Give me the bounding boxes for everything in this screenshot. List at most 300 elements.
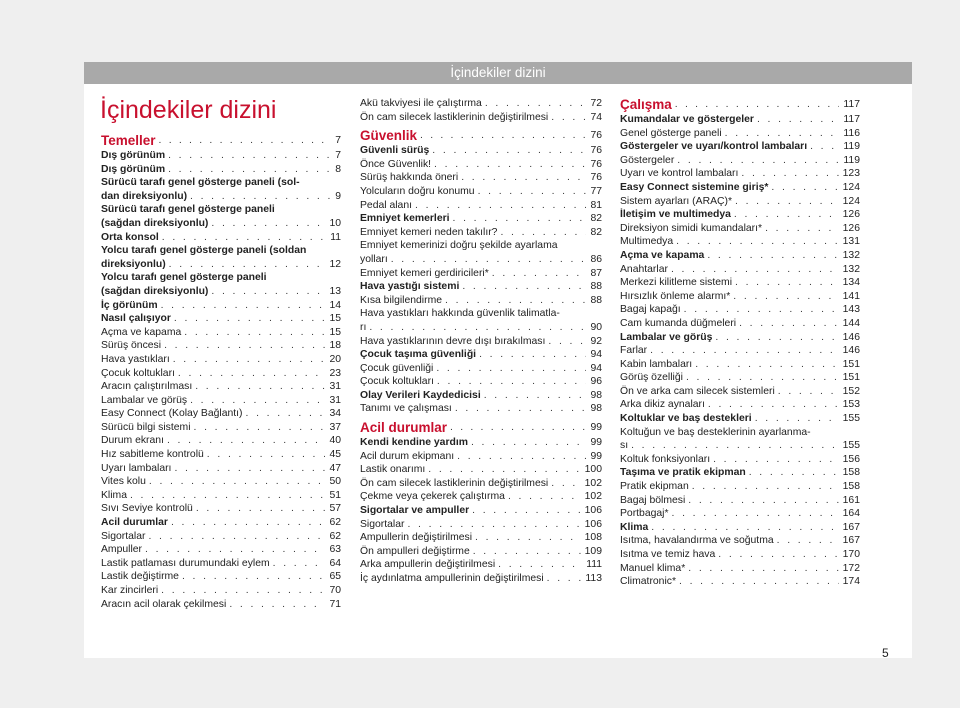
- toc-entry[interactable]: [360, 267, 602, 281]
- dot-leader: [450, 212, 587, 226]
- toc-entry-label: Klima: [101, 489, 127, 501]
- toc-entry-label: Çekme veya çekerek çalıştırma: [360, 491, 505, 503]
- dot-leader: [417, 128, 586, 143]
- dot-leader: [447, 420, 586, 435]
- toc-entry[interactable]: [101, 543, 341, 557]
- toc-entry[interactable]: [620, 385, 860, 399]
- toc-entry-label: Multimedya: [620, 236, 674, 248]
- toc-entry[interactable]: [360, 572, 602, 586]
- toc-entry[interactable]: [620, 562, 860, 576]
- toc-entry[interactable]: [360, 389, 602, 403]
- toc-entry[interactable]: [360, 171, 602, 185]
- toc-entry[interactable]: [620, 154, 860, 168]
- toc-entry-line: Koltuğun ve baş desteklerinin ayarlanma-: [620, 426, 811, 438]
- toc-entry-label: Hava yastığı sistemi: [360, 281, 460, 293]
- toc-entry[interactable]: [360, 362, 602, 376]
- toc-entry[interactable]: [101, 421, 341, 435]
- toc-entry[interactable]: [101, 407, 341, 421]
- toc-page-number: 102: [584, 477, 602, 489]
- toc-entry[interactable]: [101, 434, 341, 448]
- dot-leader: [388, 253, 587, 267]
- toc-entry-label: Merkezi kilitleme sistemi: [620, 277, 733, 289]
- toc-entry[interactable]: [620, 398, 860, 412]
- toc-entry[interactable]: [620, 548, 860, 562]
- toc-entry[interactable]: [101, 394, 341, 408]
- toc-entry[interactable]: [101, 502, 341, 516]
- toc-entry[interactable]: [360, 212, 602, 226]
- toc-entry-label: Hız sabitleme kontrolü: [101, 449, 204, 461]
- toc-page-number: 108: [584, 532, 602, 544]
- toc-page-number: 23: [329, 367, 341, 379]
- toc-entry[interactable]: [360, 253, 602, 267]
- dot-leader: [476, 348, 586, 362]
- toc-page-number: 98: [590, 389, 602, 401]
- toc-entry[interactable]: [620, 494, 860, 508]
- toc-page-number: 99: [590, 422, 602, 434]
- dot-leader: [648, 521, 838, 535]
- toc-page-number: 144: [842, 317, 860, 329]
- toc-page-number: 158: [842, 481, 860, 493]
- toc-entry-label: Çocuk taşıma güvenliği: [360, 349, 477, 361]
- dot-leader: [710, 453, 839, 467]
- toc-entry[interactable]: [620, 412, 860, 426]
- toc-entry[interactable]: [101, 448, 341, 462]
- toc-entry[interactable]: [620, 358, 860, 372]
- toc-entry[interactable]: [360, 450, 602, 464]
- toc-entry-label: Emniyet kemerleri: [360, 213, 450, 225]
- dot-leader: [452, 402, 587, 416]
- toc-page-number: 100: [584, 464, 602, 476]
- toc-entry[interactable]: [101, 217, 341, 231]
- dot-leader: [685, 494, 838, 508]
- toc-page-number: 18: [329, 340, 341, 352]
- toc-entry[interactable]: [620, 222, 860, 236]
- toc-entry-label: Anahtarlar: [620, 263, 668, 275]
- toc-entry[interactable]: [620, 575, 860, 589]
- dot-leader: [731, 208, 839, 222]
- toc-entry[interactable]: [360, 294, 602, 308]
- toc-page-number: 113: [585, 573, 602, 584]
- toc-entry-label: Kabin lambaları: [620, 358, 693, 370]
- toc-entry-label: Easy Connect sistemine giriş*: [620, 181, 769, 193]
- toc-entry[interactable]: [360, 375, 602, 389]
- toc-entry-label: Kısa bilgilendirme: [360, 294, 443, 306]
- toc-page-number: 76: [590, 172, 602, 184]
- toc-entry-label: Sıvı Seviye kontrolü: [101, 503, 193, 515]
- dot-leader: [674, 154, 839, 168]
- toc-entry-label: Sigortalar ve ampuller: [360, 505, 470, 517]
- toc-entry[interactable]: [620, 249, 860, 263]
- toc-entry-label: Durum ekranı: [101, 435, 164, 447]
- dot-leader: [434, 375, 587, 389]
- toc-entry[interactable]: [620, 195, 860, 209]
- toc-entry-label: Pratik ekipman: [620, 481, 689, 493]
- dot-leader: [712, 331, 838, 345]
- toc-entry[interactable]: [101, 353, 341, 367]
- toc-entry-label: Direksiyon simidi kumandaları*: [620, 222, 763, 234]
- dot-leader: [481, 389, 587, 403]
- toc-entry[interactable]: [360, 477, 602, 491]
- toc-entry[interactable]: [620, 480, 860, 494]
- toc-entry-label: Tanımı ve çalışması: [360, 403, 452, 415]
- dot-leader: [628, 439, 839, 453]
- toc-page-number: 10: [329, 217, 341, 229]
- dot-leader: [768, 181, 838, 195]
- dot-leader: [673, 235, 839, 249]
- toc-page-number: 15: [329, 326, 341, 338]
- toc-entry[interactable]: [101, 312, 341, 326]
- toc-entry[interactable]: [360, 558, 602, 572]
- toc-page-number: 63: [329, 544, 341, 556]
- toc-page-number: 172: [842, 562, 860, 574]
- toc-entry[interactable]: [360, 97, 602, 111]
- toc-entry-label: İletişim ve multimedya: [620, 209, 731, 221]
- toc-entry-label: Klima: [620, 521, 649, 533]
- toc-section-heading[interactable]: [620, 97, 860, 112]
- dot-leader: [548, 111, 586, 125]
- toc-entry[interactable]: [101, 516, 341, 530]
- dot-leader: [672, 97, 840, 112]
- toc-entry-label: (sağdan direksiyonlu): [101, 217, 209, 229]
- dot-leader: [142, 543, 325, 557]
- toc-entry[interactable]: [620, 127, 860, 141]
- toc-page-number: 99: [590, 437, 602, 449]
- dot-leader: [204, 448, 326, 462]
- toc-page-number: 152: [842, 385, 860, 397]
- dot-leader: [668, 263, 839, 277]
- toc-page-number: 155: [842, 413, 860, 425]
- toc-page-number: 11: [330, 231, 341, 243]
- toc-entry[interactable]: [620, 113, 860, 127]
- toc-entry-label: Görüş özelliği: [620, 372, 683, 384]
- dot-leader: [489, 267, 587, 281]
- toc-entry-label: Vites kolu: [101, 476, 146, 488]
- toc-entry-label: Orta konsol: [101, 231, 159, 243]
- toc-entry[interactable]: [101, 570, 341, 584]
- toc-entry[interactable]: [620, 276, 860, 290]
- toc-page-number: 117: [843, 99, 860, 110]
- toc-page-number: 86: [590, 253, 602, 265]
- toc-entry[interactable]: [360, 226, 602, 240]
- dot-leader: [468, 436, 586, 450]
- dot-leader: [732, 195, 839, 209]
- toc-page-number: 119: [843, 154, 860, 166]
- toc-entry-label: Sürüş hakkında öneri: [360, 172, 459, 184]
- toc-page-number: 50: [329, 476, 341, 488]
- toc-entry-label: Sistem ayarları (ARAÇ)*: [620, 195, 733, 207]
- toc-page-number: 62: [329, 517, 341, 529]
- toc-entry[interactable]: [101, 530, 341, 544]
- toc-page-number: 167: [842, 535, 860, 547]
- toc-entry[interactable]: [620, 439, 860, 453]
- toc-entry[interactable]: [360, 463, 602, 477]
- dot-leader: [164, 434, 325, 448]
- toc-entry[interactable]: [101, 557, 341, 571]
- dot-leader: [459, 280, 586, 294]
- toc-entry[interactable]: [101, 258, 341, 272]
- dot-leader: [544, 572, 582, 586]
- dot-leader: [497, 226, 586, 240]
- toc-page-number: 12: [329, 258, 341, 270]
- toc-page-number: 161: [842, 494, 860, 506]
- toc-page-number: 124: [842, 195, 860, 207]
- dot-leader: [171, 312, 326, 326]
- toc-entry[interactable]: [101, 462, 341, 476]
- toc-entry-label: Göstergeler: [620, 154, 675, 166]
- dot-leader: [692, 358, 838, 372]
- toc-entry[interactable]: [620, 371, 860, 385]
- toc-entry[interactable]: [360, 280, 602, 294]
- toc-entry-label: Bagaj kapağı: [620, 304, 681, 316]
- toc-entry-label: Arka dikiz aynaları: [620, 399, 705, 411]
- toc-entry-line: Hava yastıkları hakkında güvenlik talimatla-: [360, 308, 560, 320]
- toc-entry[interactable]: [101, 326, 341, 340]
- toc-page-number: 155: [842, 440, 860, 452]
- toc-entry[interactable]: [360, 144, 602, 158]
- dot-leader: [685, 562, 838, 576]
- toc-entry-label: Bagaj bölmesi: [620, 494, 686, 506]
- toc-entry[interactable]: [360, 402, 602, 416]
- toc-page-number: 77: [590, 185, 602, 197]
- dot-leader: [146, 475, 326, 489]
- toc-entry-label: Çalışma: [620, 97, 672, 112]
- toc-entry[interactable]: [620, 181, 860, 195]
- toc-section-heading[interactable]: [360, 128, 602, 143]
- toc-entry[interactable]: [360, 321, 602, 335]
- toc-entry-label: Ön ve arka cam silecek sistemleri: [620, 385, 775, 397]
- toc-entry[interactable]: [101, 163, 341, 177]
- toc-page-number: 167: [842, 521, 860, 533]
- toc-entry[interactable]: [620, 167, 860, 181]
- toc-entry-label: Çocuk koltukları: [360, 376, 434, 388]
- toc-entry-label: Sigortalar: [101, 530, 146, 542]
- toc-entry-label: Güvenli sürüş: [360, 145, 430, 157]
- toc-entry[interactable]: [101, 190, 341, 204]
- dot-leader: [442, 294, 586, 308]
- toc-entry[interactable]: [360, 335, 602, 349]
- toc-page-number: 82: [590, 213, 602, 225]
- toc-entry[interactable]: [620, 290, 860, 304]
- toc-entry-label: Ön cam silecek lastiklerinin değiştirilmesi: [360, 111, 549, 123]
- dot-leader: [431, 158, 586, 172]
- toc-entry-label: Sürüş öncesi: [101, 340, 162, 352]
- toc-page-number: 13: [329, 285, 341, 297]
- toc-page-number: 34: [329, 408, 341, 420]
- toc-page-number: 76: [590, 145, 602, 157]
- dot-leader: [187, 394, 325, 408]
- toc-entry-label: Easy Connect (Kolay Bağlantı): [101, 408, 243, 420]
- toc-page-number: 31: [329, 394, 341, 406]
- toc-entry-label: Emniyet kemeri gerdiricileri*: [360, 267, 489, 279]
- toc-entry-label: Acil durumlar: [360, 420, 448, 436]
- toc-entry-label: rı: [360, 321, 367, 333]
- dot-leader: [270, 557, 326, 571]
- toc-page-number: 123: [842, 168, 860, 180]
- dot-leader: [715, 548, 838, 562]
- toc-entry[interactable]: [620, 344, 860, 358]
- dot-leader: [681, 303, 839, 317]
- toc-page-number: 14: [329, 299, 341, 311]
- toc-entry-label: Hırsızlık önleme alarmı*: [620, 290, 731, 302]
- toc-entry-label: Ön cam silecek lastiklerinin değiştirilmesi: [360, 477, 549, 489]
- toc-entry[interactable]: [101, 231, 341, 245]
- toc-entry-label: Dış görünüm: [101, 163, 166, 175]
- dot-leader: [738, 167, 838, 181]
- toc-entry[interactable]: [360, 158, 602, 172]
- toc-entry[interactable]: [101, 339, 341, 353]
- toc-page-number: 146: [842, 331, 860, 343]
- toc-page-number: 88: [590, 281, 602, 293]
- toc-entry[interactable]: [360, 490, 602, 504]
- toc-page-number: 94: [590, 362, 602, 374]
- toc-entry-label: Isıtma ve temiz hava: [620, 549, 716, 560]
- toc-entry-label: Aracın çalıştırılması: [101, 381, 193, 393]
- toc-entry[interactable]: [620, 521, 860, 535]
- toc-entry-label: Açma ve kapama: [620, 249, 705, 261]
- toc-page-number: 111: [586, 559, 602, 571]
- dot-leader: [705, 398, 839, 412]
- toc-entry[interactable]: [360, 531, 602, 545]
- toc-entry[interactable]: [101, 299, 341, 313]
- dot-leader: [243, 407, 326, 421]
- dot-leader: [165, 163, 331, 177]
- toc-section-heading[interactable]: [101, 133, 341, 148]
- toc-entry-label: Akü takviyesi ile çalıştırma: [360, 98, 482, 109]
- toc-page-number: 76: [590, 130, 602, 142]
- dot-leader: [689, 480, 839, 494]
- toc-entry[interactable]: [620, 466, 860, 480]
- toc-page-number: 20: [329, 353, 341, 365]
- toc-entry[interactable]: [101, 380, 341, 394]
- toc-page-number: 57: [329, 503, 341, 515]
- toc-page-number: 164: [842, 508, 860, 520]
- toc-page-number: 40: [329, 435, 341, 447]
- toc-entry-label: Koltuk fonksiyonları: [620, 453, 711, 465]
- dot-leader: [366, 321, 586, 335]
- toc-page-number: 99: [590, 450, 602, 462]
- dot-leader: [429, 144, 586, 158]
- toc-entry[interactable]: [101, 149, 341, 163]
- toc-page-number: 132: [842, 263, 860, 275]
- toc-entry[interactable]: [101, 367, 341, 381]
- toc-entry[interactable]: [620, 303, 860, 317]
- dot-leader: [495, 558, 582, 572]
- toc-entry-label: Aracın acil olarak çekilmesi: [101, 598, 227, 610]
- dot-leader: [774, 534, 839, 548]
- toc-entry[interactable]: [620, 317, 860, 331]
- toc-column-2: [360, 97, 602, 586]
- toc-page-number: 102: [584, 491, 602, 503]
- toc-section-heading[interactable]: [360, 420, 602, 435]
- dot-leader: [208, 217, 325, 231]
- toc-entry[interactable]: [620, 331, 860, 345]
- toc-entry[interactable]: [101, 489, 341, 503]
- toc-entry-label: Genel gösterge paneli: [620, 127, 722, 139]
- toc-entry[interactable]: [620, 235, 860, 249]
- toc-entry-label: Sürücü bilgi sistemi: [101, 421, 191, 433]
- dot-leader: [548, 477, 580, 491]
- toc-entry-label: Güvenlik: [360, 128, 418, 144]
- dot-leader: [191, 421, 326, 435]
- toc-entry-label: Göstergeler ve uyarı/kontrol lambaları: [620, 141, 808, 153]
- toc-page-number: 88: [590, 294, 602, 306]
- toc-entry-label: Hava yastıklarının devre dışı bırakılması: [360, 335, 546, 347]
- toc-page-number: 92: [590, 335, 602, 347]
- toc-page-number: 109: [584, 545, 602, 557]
- toc-entry[interactable]: [360, 436, 602, 450]
- dot-leader: [226, 598, 325, 612]
- toc-entry-label: sı: [620, 440, 629, 452]
- dot-leader: [404, 518, 580, 532]
- toc-entry[interactable]: [620, 534, 860, 548]
- toc-entry[interactable]: [101, 475, 341, 489]
- toc-entry-label: Lambalar ve görüş: [101, 394, 188, 406]
- toc-page-number: 141: [842, 290, 860, 302]
- toc-entry[interactable]: [360, 504, 602, 518]
- toc-entry[interactable]: [360, 199, 602, 213]
- toc-entry[interactable]: [620, 208, 860, 222]
- toc-entry-label: Acil durum ekipmanı: [360, 450, 455, 462]
- toc-page-number: 170: [842, 549, 860, 560]
- toc-entry-label: Lambalar ve görüş: [620, 331, 713, 343]
- dot-leader: [746, 466, 839, 480]
- header-band: İçindekiler dizini: [84, 62, 912, 84]
- toc-entry[interactable]: [360, 111, 602, 125]
- toc-page-number: 151: [842, 358, 860, 370]
- toc-entry-label: Hava yastıkları: [101, 353, 170, 365]
- toc-entry[interactable]: [360, 348, 602, 362]
- toc-entry-label: Lastik patlaması durumundaki eylem: [101, 557, 270, 569]
- toc-page-number: 87: [590, 267, 602, 279]
- dot-leader: [730, 290, 838, 304]
- toc-page-number: 119: [843, 141, 860, 153]
- toc-entry-label: Önce Güvenlik!: [360, 158, 432, 170]
- toc-page-number: 94: [590, 349, 602, 361]
- toc-page-number: 106: [584, 518, 602, 530]
- toc-entry[interactable]: [101, 598, 341, 612]
- toc-page-number: 132: [842, 249, 860, 261]
- toc-entry[interactable]: [101, 285, 341, 299]
- toc-entry[interactable]: [620, 453, 860, 467]
- toc-entry[interactable]: [360, 518, 602, 532]
- toc-entry-label: Manuel klima*: [620, 562, 686, 574]
- dot-leader: [175, 367, 326, 381]
- toc-entry-label: Olay Verileri Kaydedicisi: [360, 389, 481, 401]
- toc-entry-line: Yolcu tarafı genel gösterge paneli: [101, 272, 267, 284]
- toc-page-number: 47: [329, 462, 341, 474]
- toc-entry-label: (sağdan direksiyonlu): [101, 285, 209, 297]
- toc-entry[interactable]: [360, 185, 602, 199]
- toc-entry[interactable]: [620, 140, 860, 154]
- toc-entry[interactable]: [101, 584, 341, 598]
- toc-page-number: 106: [584, 505, 602, 517]
- toc-entry[interactable]: [360, 545, 602, 559]
- toc-entry-label: Çocuk koltukları: [101, 367, 175, 379]
- toc-page-number: 156: [842, 453, 860, 465]
- toc-page-number: 81: [590, 199, 602, 211]
- toc-entry[interactable]: [620, 507, 860, 521]
- toc-entry-label: Açma ve kapama: [101, 326, 182, 338]
- toc-entry-label: Ön ampulleri değiştirme: [360, 545, 470, 557]
- toc-entry-label: Portbagaj*: [620, 508, 669, 520]
- toc-entry[interactable]: [620, 263, 860, 277]
- dot-leader: [647, 344, 839, 358]
- toc-entry-label: Kar zincirleri: [101, 585, 159, 596]
- dot-leader: [732, 276, 839, 290]
- dot-leader: [722, 127, 840, 141]
- toc-entry-label: Dış görünüm: [101, 150, 166, 161]
- toc-entry-label: Yolcuların doğru konumu: [360, 185, 475, 197]
